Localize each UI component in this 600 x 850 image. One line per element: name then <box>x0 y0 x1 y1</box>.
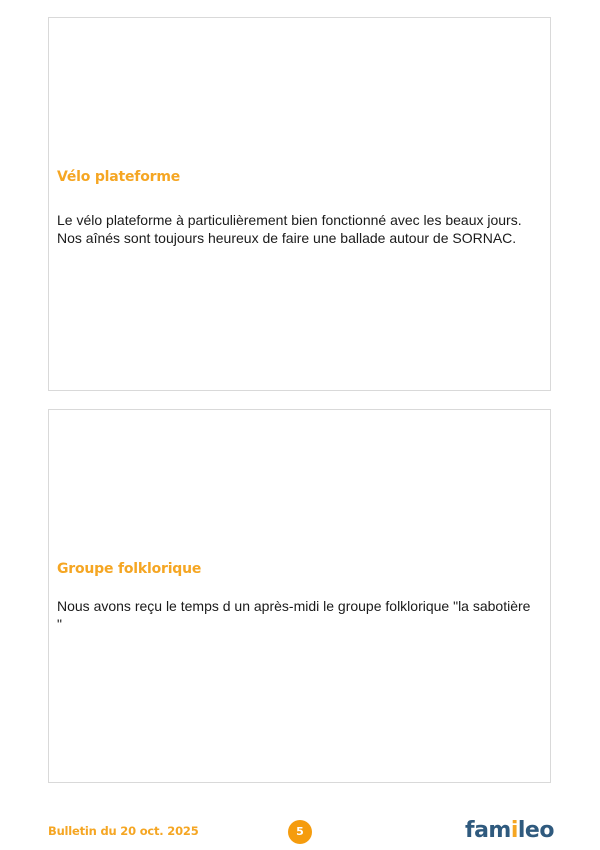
section-card-velo <box>48 17 551 391</box>
famileo-logo <box>465 815 554 847</box>
logo-text-leo: leo <box>517 818 554 843</box>
bulletin-date: Bulletin du 20 oct. 2025 <box>48 824 199 838</box>
section-text: Le vélo plateforme à particulièrement bien fonctionné avec les beaux jours. Nos aînés sont toujours heureux de faire une ballade autour de SORNAC. <box>57 212 522 246</box>
section-card-folklore <box>48 409 551 783</box>
logo-text-i: i <box>510 818 518 843</box>
section-text: Nous avons reçu le temps d un après-midi le groupe folklorique "la sabotière " <box>57 598 531 632</box>
section-title: Groupe folklorique <box>57 561 202 577</box>
page-number-badge: 5 <box>288 820 312 844</box>
section-title: Vélo plateforme <box>57 169 181 185</box>
logo-text-fam: fam <box>465 818 511 843</box>
